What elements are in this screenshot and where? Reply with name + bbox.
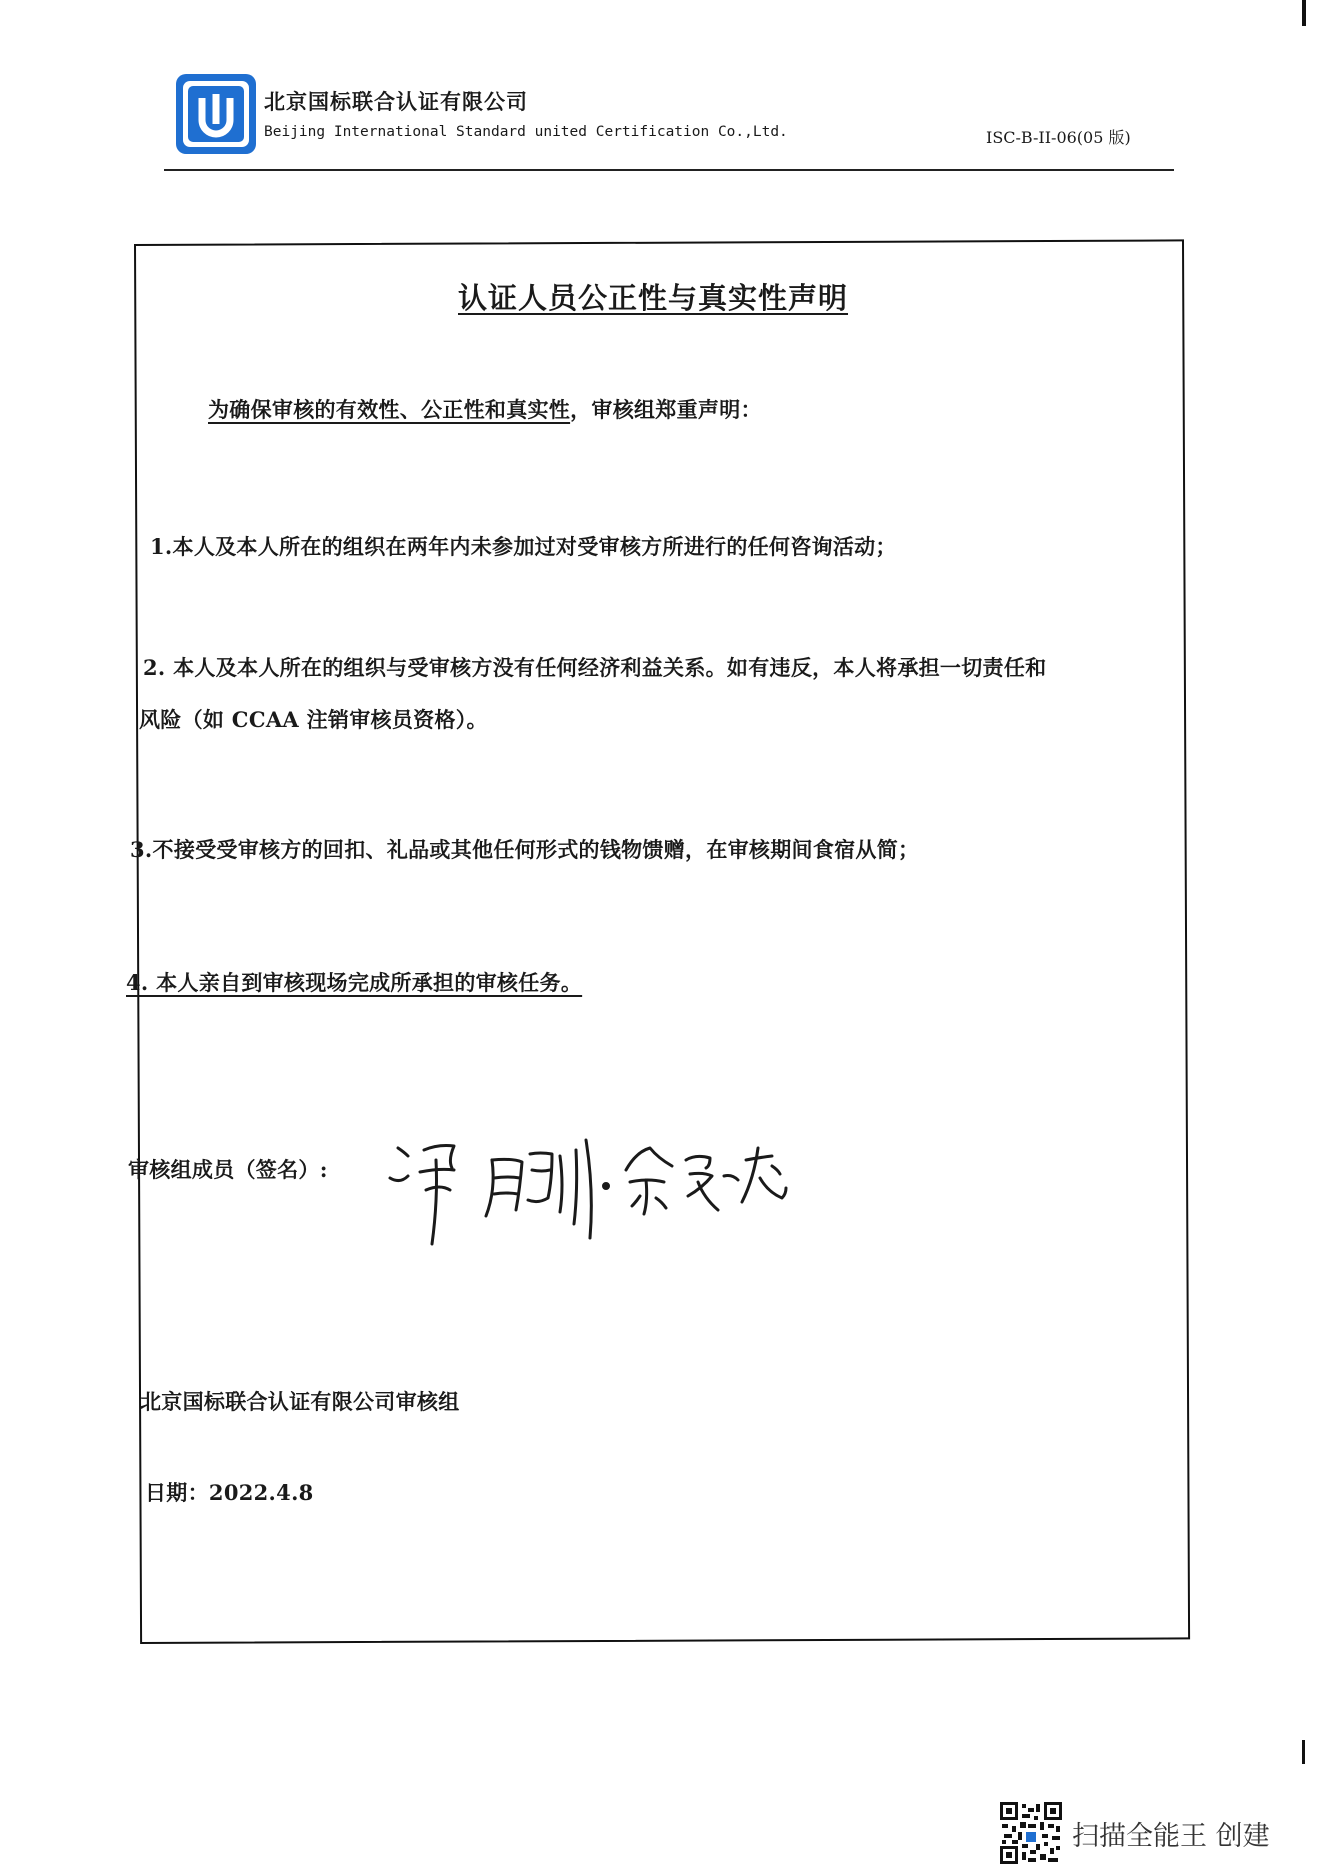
declaration-intro <box>208 394 762 424</box>
handwritten-signature <box>380 1120 810 1250</box>
date-value: 2022.4.8 <box>208 1480 314 1505</box>
declaration-frame <box>134 239 1190 1644</box>
declaration-item-2-line-2: 风险（如 CCAA 注销审核员资格）。 <box>139 707 488 732</box>
declaration-item-1: 1.本人及本人所在的组织在两年内未参加过对受审核方所进行的任何咨询活动； <box>150 534 897 559</box>
intro-rest-text: ，审核组郑重声明： <box>570 397 762 422</box>
declaration-item-2-line-1: 2. 本人及本人所在的组织与受审核方没有任何经济利益关系。如有违反，本人将承担一切责任和 <box>143 655 1047 680</box>
audit-team-organization: 北京国标联合认证有限公司审核组 <box>140 1389 460 1414</box>
date-label: 日期： <box>145 1480 209 1505</box>
document-code: ISC-B-II-06(05 版) <box>986 128 1131 147</box>
qr-code-icon <box>1000 1802 1062 1864</box>
intro-underlined-text: 为确保审核的有效性、公正性和真实性 <box>208 397 571 422</box>
scan-edge-mark-top <box>1302 0 1306 26</box>
declaration-date <box>145 1477 314 1507</box>
camscanner-watermark: 扫描全能王 创建 <box>1072 1821 1270 1852</box>
signature-label: 审核组成员（签名）: <box>128 1157 328 1182</box>
company-name-cn: 北京国标联合认证有限公司 <box>264 89 528 114</box>
declaration-item-4: 4. 本人亲自到审核现场完成所承担的审核任务。 <box>126 970 583 995</box>
scan-edge-mark-bottom <box>1302 1740 1305 1764</box>
company-logo-icon <box>174 72 258 156</box>
declaration-title: 认证人员公正性与真实性声明 <box>458 281 849 315</box>
header-divider <box>164 169 1174 171</box>
company-name-en: Beijing International Standard united Certification Co.,Ltd. <box>264 124 788 140</box>
declaration-item-3: 3.不接受受审核方的回扣、礼品或其他任何形式的钱物馈赠，在审核期间食宿从简； <box>130 837 920 862</box>
